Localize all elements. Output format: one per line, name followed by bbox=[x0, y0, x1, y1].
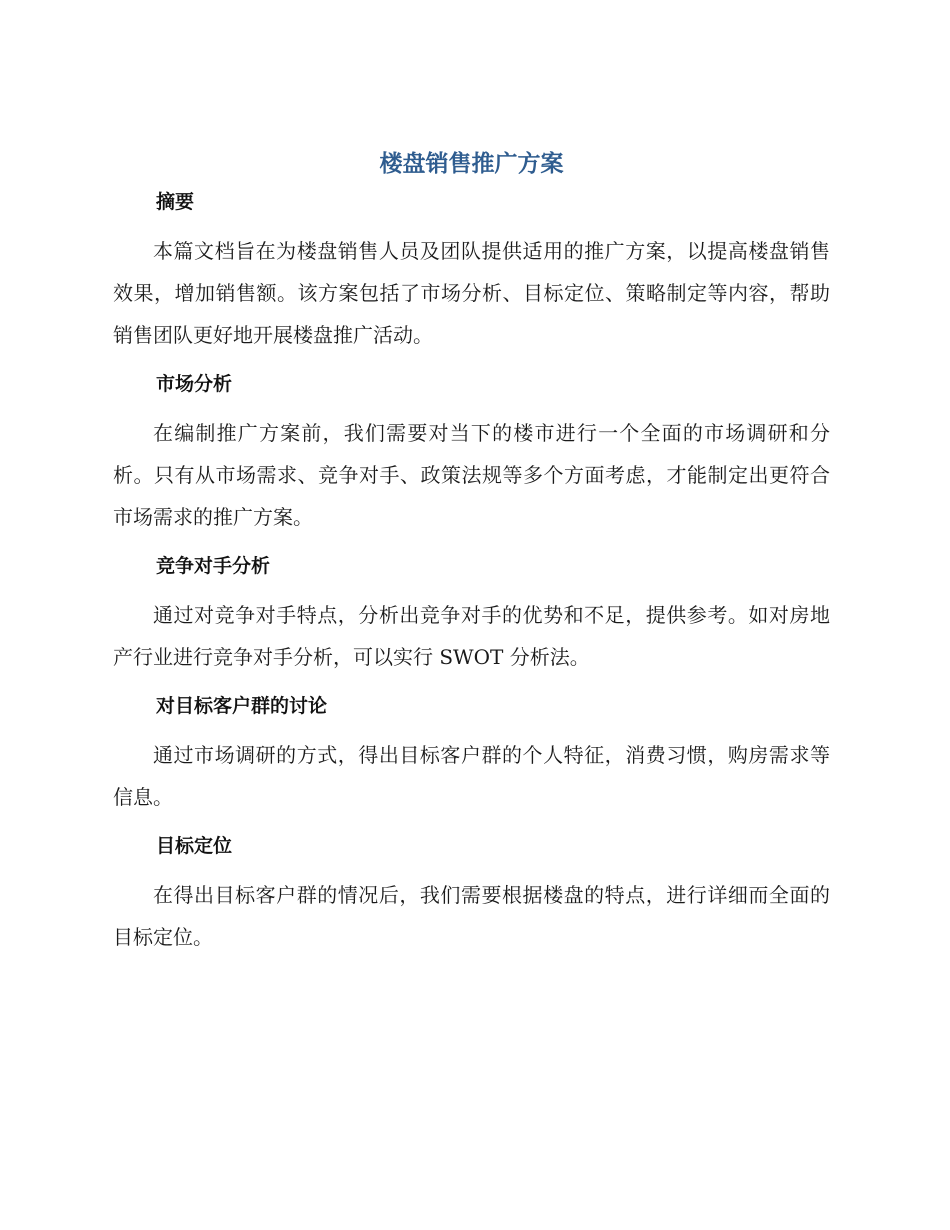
section-target-positioning bbox=[113, 832, 830, 958]
section-heading-competitor-analysis: 竞争对手分析 bbox=[156, 555, 271, 577]
section-heading-market-analysis: 市场分析 bbox=[156, 373, 233, 395]
document-page bbox=[113, 146, 830, 972]
section-target-customers bbox=[113, 692, 830, 818]
section-body-target-customers: 通过市场调研的方式，得出目标客户群的个人特征，消费习惯，购房需求等信息。 bbox=[113, 743, 830, 809]
section-body-market-analysis: 在编制推广方案前，我们需要对当下的楼市进行一个全面的市场调研和分析。只有从市场需求、竞争对手、政策法规等多个方面考虑，才能制定出更符合市场需求的推广方案。 bbox=[113, 421, 830, 529]
section-body-abstract: 本篇文档旨在为楼盘销售人员及团队提供适用的推广方案，以提高楼盘销售效果，增加销售额。该方案包括了市场分析、目标定位、策略制定等内容，帮助销售团队更好地开展楼盘推广活动。 bbox=[113, 239, 830, 347]
section-heading-target-customers: 对目标客户群的讨论 bbox=[156, 695, 328, 717]
section-body-competitor-analysis: 通过对竞争对手特点，分析出竞争对手的优势和不足，提供参考。如对房地产行业进行竞争对手分析，可以实行 SWOT 分析法。 bbox=[113, 603, 830, 669]
section-heading-target-positioning: 目标定位 bbox=[156, 835, 233, 857]
section-market-analysis bbox=[113, 370, 830, 538]
section-abstract bbox=[113, 188, 830, 356]
section-body-target-positioning: 在得出目标客户群的情况后，我们需要根据楼盘的特点，进行详细而全面的目标定位。 bbox=[113, 883, 830, 949]
document-title: 楼盘销售推广方案 bbox=[379, 151, 564, 177]
section-competitor-analysis bbox=[113, 552, 830, 678]
section-heading-abstract: 摘要 bbox=[156, 191, 195, 213]
